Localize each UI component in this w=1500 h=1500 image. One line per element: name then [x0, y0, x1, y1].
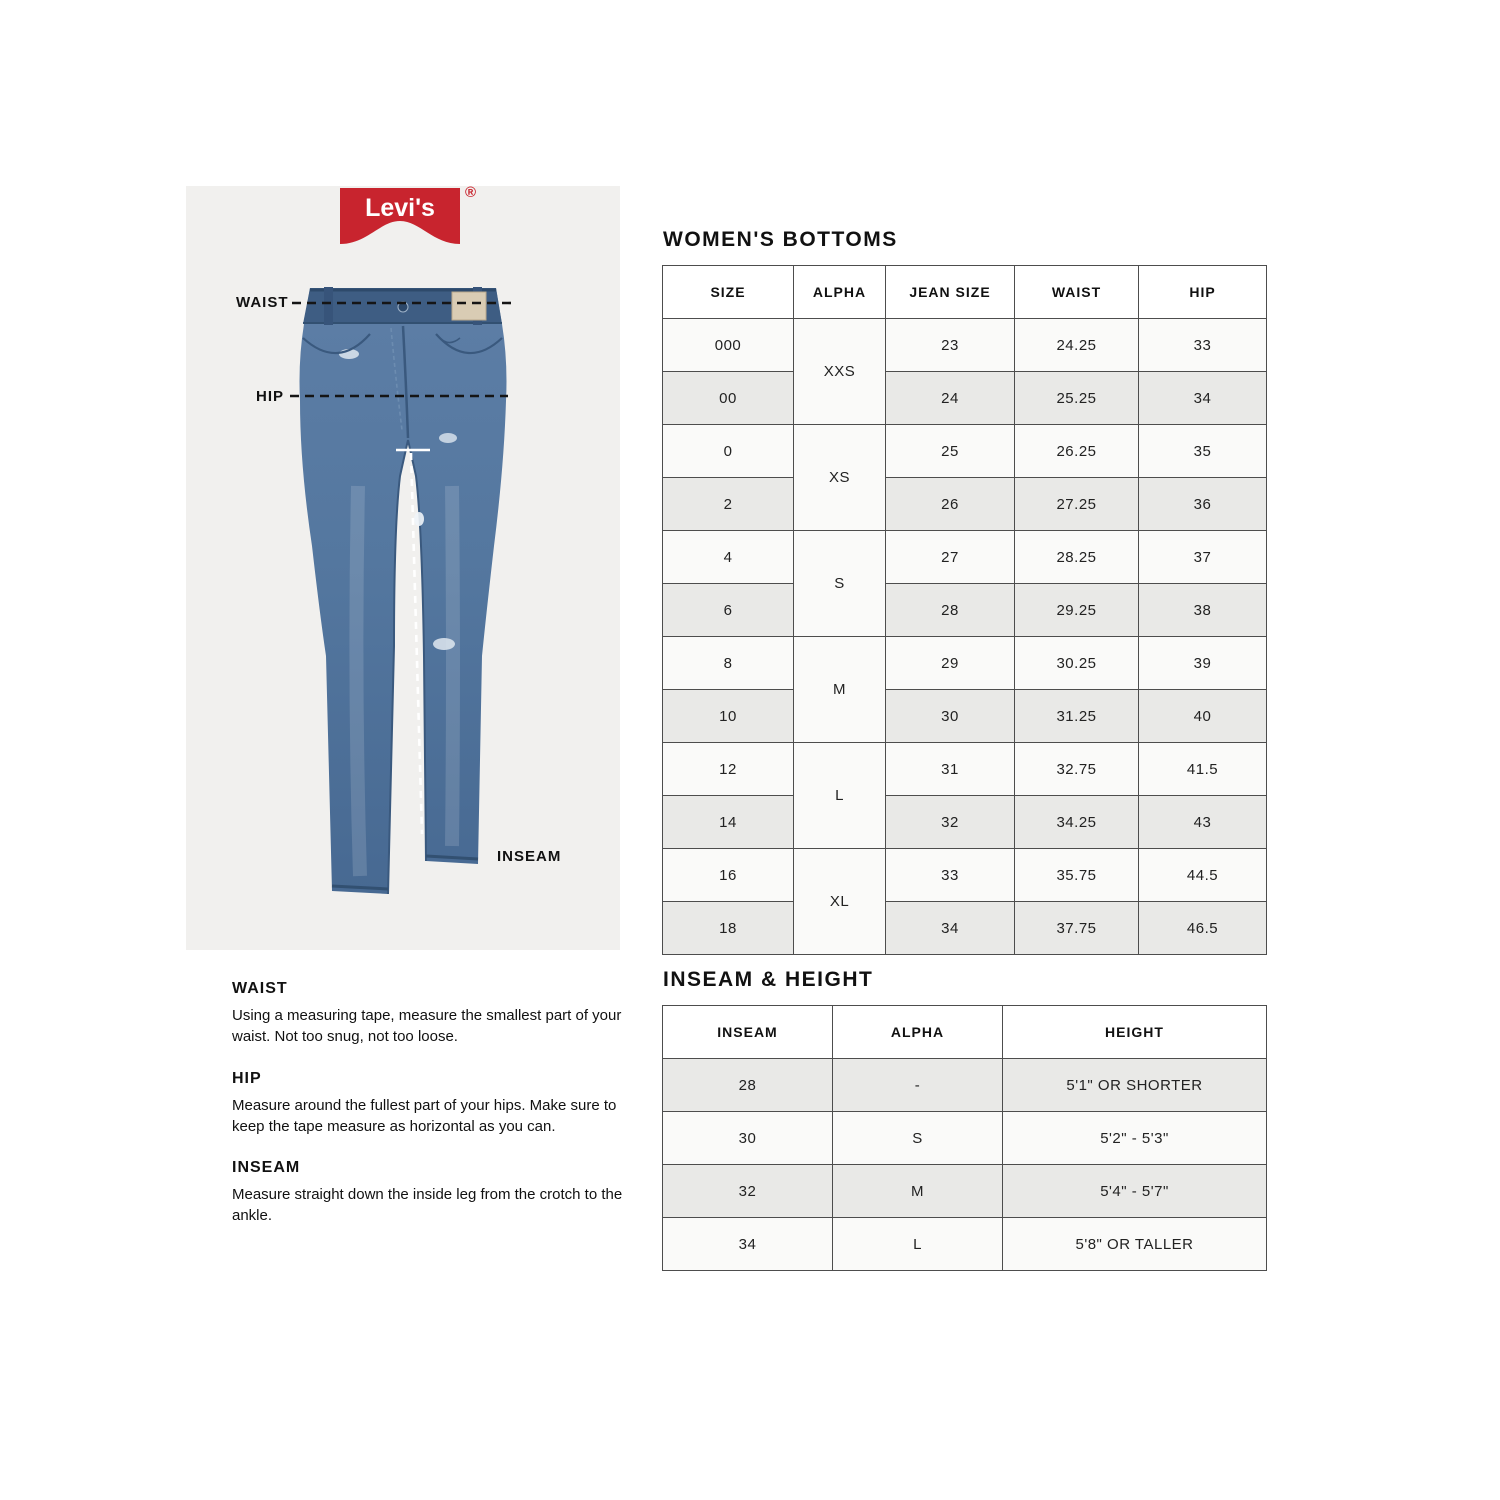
- levis-logo: [340, 184, 476, 248]
- alpha-cell: L: [833, 1218, 1003, 1271]
- waist-cell: 24.25: [1015, 319, 1139, 372]
- col-header-alpha: ALPHA: [833, 1006, 1003, 1059]
- inseam-cell: 28: [663, 1059, 833, 1112]
- size-cell: 14: [663, 796, 794, 849]
- hip-cell: 40: [1139, 690, 1267, 743]
- waist-cell: 30.25: [1015, 637, 1139, 690]
- guide-body-hip: Measure around the fullest part of your hips. Make sure to keep the tape measure as horizontal as you can.: [232, 1096, 617, 1135]
- levis-wordmark: Levi's: [365, 194, 435, 222]
- waist-cell: 27.25: [1015, 478, 1139, 531]
- jean-size-cell: 25: [886, 425, 1015, 478]
- col-header-inseam: INSEAM: [663, 1006, 833, 1059]
- col-header-jean-size: JEAN SIZE: [886, 266, 1015, 319]
- size-cell: 18: [663, 902, 794, 955]
- table-row: [663, 319, 1267, 372]
- alpha-cell: L: [794, 743, 886, 849]
- size-cell: 12: [663, 743, 794, 796]
- hip-cell: 44.5: [1139, 849, 1267, 902]
- hip-cell: 46.5: [1139, 902, 1267, 955]
- col-header-alpha: ALPHA: [794, 266, 886, 319]
- hip-cell: 38: [1139, 584, 1267, 637]
- size-cell: 16: [663, 849, 794, 902]
- distress-mark: [433, 638, 455, 650]
- inseam-cell: 34: [663, 1218, 833, 1271]
- waist-cell: 34.25: [1015, 796, 1139, 849]
- paint-splatter: [414, 512, 424, 526]
- alpha-cell: XS: [794, 425, 886, 531]
- hip-cell: 33: [1139, 319, 1267, 372]
- header-row: [663, 1006, 1267, 1059]
- table-row: [663, 1218, 1267, 1271]
- belt-loop: [324, 287, 333, 325]
- size-cell: 2: [663, 478, 794, 531]
- height-cell: 5'2" - 5'3": [1003, 1112, 1267, 1165]
- hip-cell: 41.5: [1139, 743, 1267, 796]
- table-row: [663, 1165, 1267, 1218]
- waist-cell: 35.75: [1015, 849, 1139, 902]
- jean-size-cell: 33: [886, 849, 1015, 902]
- hip-cell: 34: [1139, 372, 1267, 425]
- waistband-patch: [452, 292, 486, 320]
- hip-cell: 35: [1139, 425, 1267, 478]
- jean-size-cell: 34: [886, 902, 1015, 955]
- size-cell: 8: [663, 637, 794, 690]
- jean-size-cell: 31: [886, 743, 1015, 796]
- jeans-body: [300, 288, 507, 894]
- hip-cell: 36: [1139, 478, 1267, 531]
- alpha-cell: M: [794, 637, 886, 743]
- table-row: [663, 1112, 1267, 1165]
- size-cell: 0: [663, 425, 794, 478]
- inseam-cell: 32: [663, 1165, 833, 1218]
- table-row: [663, 796, 1267, 849]
- guide-heading-hip: HIP: [232, 1069, 262, 1087]
- size-cell: 00: [663, 372, 794, 425]
- jean-size-cell: 30: [886, 690, 1015, 743]
- distress-mark: [439, 433, 457, 443]
- guide-body-inseam: Measure straight down the inside leg from the crotch to the ankle.: [232, 1186, 623, 1225]
- inseam-height-title: INSEAM & HEIGHT: [663, 968, 874, 991]
- right-leg-highlight: [452, 486, 453, 846]
- registered-mark: ®: [464, 184, 476, 201]
- table-row: [663, 584, 1267, 637]
- jean-size-cell: 23: [886, 319, 1015, 372]
- guide-heading-inseam: INSEAM: [232, 1159, 301, 1177]
- hip-cell: 37: [1139, 531, 1267, 584]
- jean-size-cell: 29: [886, 637, 1015, 690]
- waist-cell: 26.25: [1015, 425, 1139, 478]
- height-cell: 5'1" OR SHORTER: [1003, 1059, 1267, 1112]
- jean-size-cell: 26: [886, 478, 1015, 531]
- hip-measure-label: HIP: [256, 388, 285, 405]
- table-row: [663, 531, 1267, 584]
- alpha-cell: -: [833, 1059, 1003, 1112]
- hip-cell: 43: [1139, 796, 1267, 849]
- waist-cell: 31.25: [1015, 690, 1139, 743]
- guide-heading-waist: WAIST: [232, 980, 288, 997]
- jean-size-cell: 27: [886, 531, 1015, 584]
- waist-cell: 29.25: [1015, 584, 1139, 637]
- left-leg-highlight: [356, 486, 360, 876]
- waist-measure-label: WAIST: [236, 294, 289, 311]
- alpha-cell: S: [833, 1112, 1003, 1165]
- size-cell: 10: [663, 690, 794, 743]
- table-row: [663, 1059, 1267, 1112]
- table-row: [663, 743, 1267, 796]
- inseam-cell: 30: [663, 1112, 833, 1165]
- womens-bottoms-title: WOMEN'S BOTTOMS: [663, 228, 898, 251]
- height-cell: 5'4" - 5'7": [1003, 1165, 1267, 1218]
- col-header-height: HEIGHT: [1003, 1006, 1267, 1059]
- col-header-size: SIZE: [663, 266, 794, 319]
- alpha-cell: XXS: [794, 319, 886, 425]
- measurement-guide: [232, 980, 632, 1249]
- table-row: [663, 425, 1267, 478]
- table-row: [663, 637, 1267, 690]
- table-row: [663, 902, 1267, 955]
- alpha-cell: S: [794, 531, 886, 637]
- hip-cell: 39: [1139, 637, 1267, 690]
- col-header-waist: WAIST: [1015, 266, 1139, 319]
- size-cell: 000: [663, 319, 794, 372]
- table-row: [663, 372, 1267, 425]
- jean-size-cell: 28: [886, 584, 1015, 637]
- jean-size-cell: 32: [886, 796, 1015, 849]
- header-row: [663, 266, 1267, 319]
- guide-body-waist: Using a measuring tape, measure the smallest part of your waist. Not too snug, not too loose.: [232, 1007, 622, 1046]
- table-row: [663, 849, 1267, 902]
- height-cell: 5'8" OR TALLER: [1003, 1218, 1267, 1271]
- table-row: [663, 690, 1267, 743]
- table-row: [663, 478, 1267, 531]
- alpha-cell: M: [833, 1165, 1003, 1218]
- alpha-cell: XL: [794, 849, 886, 955]
- waist-cell: 32.75: [1015, 743, 1139, 796]
- womens-bottoms-table: [662, 265, 1267, 955]
- waist-cell: 37.75: [1015, 902, 1139, 955]
- inseam-height-table: [662, 1005, 1267, 1271]
- waist-cell: 25.25: [1015, 372, 1139, 425]
- col-header-hip: HIP: [1139, 266, 1267, 319]
- jean-size-cell: 24: [886, 372, 1015, 425]
- waist-cell: 28.25: [1015, 531, 1139, 584]
- size-cell: 4: [663, 531, 794, 584]
- inseam-measure-label: INSEAM: [497, 848, 562, 865]
- size-cell: 6: [663, 584, 794, 637]
